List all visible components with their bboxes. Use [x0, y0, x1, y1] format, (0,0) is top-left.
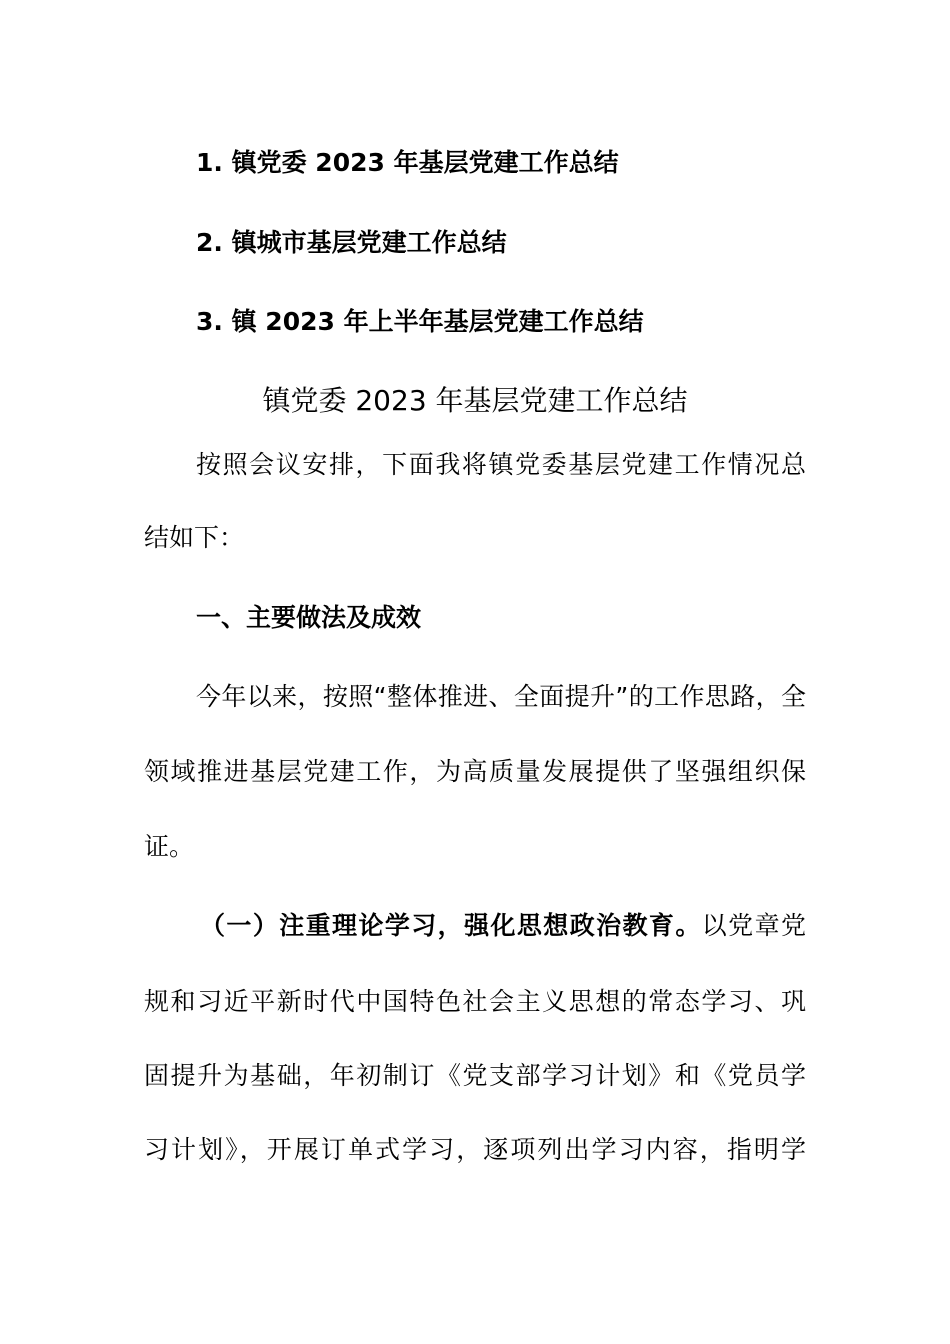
subsection-heading: （一）注重理论学习，强化思想政治教育。: [200, 911, 702, 940]
subsection-line-1-text: 以党章党: [701, 911, 806, 940]
summary-line-3: 证。: [144, 832, 195, 861]
intro-line-1: 按照会议安排，下面我将镇党委基层党建工作情况总: [196, 450, 806, 479]
toc-item-3: 3. 镇 2023 年上半年基层党建工作总结: [196, 307, 644, 336]
subsection-line-4: 习计划》，开展订单式学习，逐项列出学习内容，指明学: [144, 1135, 806, 1164]
subsection-line-2: 规和习近平新时代中国特色社会主义思想的常态学习、巩: [144, 987, 806, 1016]
subsection-line-1: [200, 909, 806, 943]
intro-line-2: 结如下：: [144, 523, 245, 552]
document-title: 镇党委 2023 年基层党建工作总结: [262, 384, 688, 417]
section-heading: 一、主要做法及成效: [196, 603, 422, 632]
toc-item-1: 1. 镇党委 2023 年基层党建工作总结: [196, 148, 619, 177]
summary-line-1: 今年以来，按照“整体推进、全面提升”的工作思路，全: [196, 682, 806, 711]
subsection-line-3: 固提升为基础，年初制订《党支部学习计划》和《党员学: [144, 1061, 806, 1090]
toc-item-2: 2. 镇城市基层党建工作总结: [196, 228, 507, 257]
summary-line-2: 领域推进基层党建工作，为高质量发展提供了坚强组织保: [144, 757, 806, 786]
